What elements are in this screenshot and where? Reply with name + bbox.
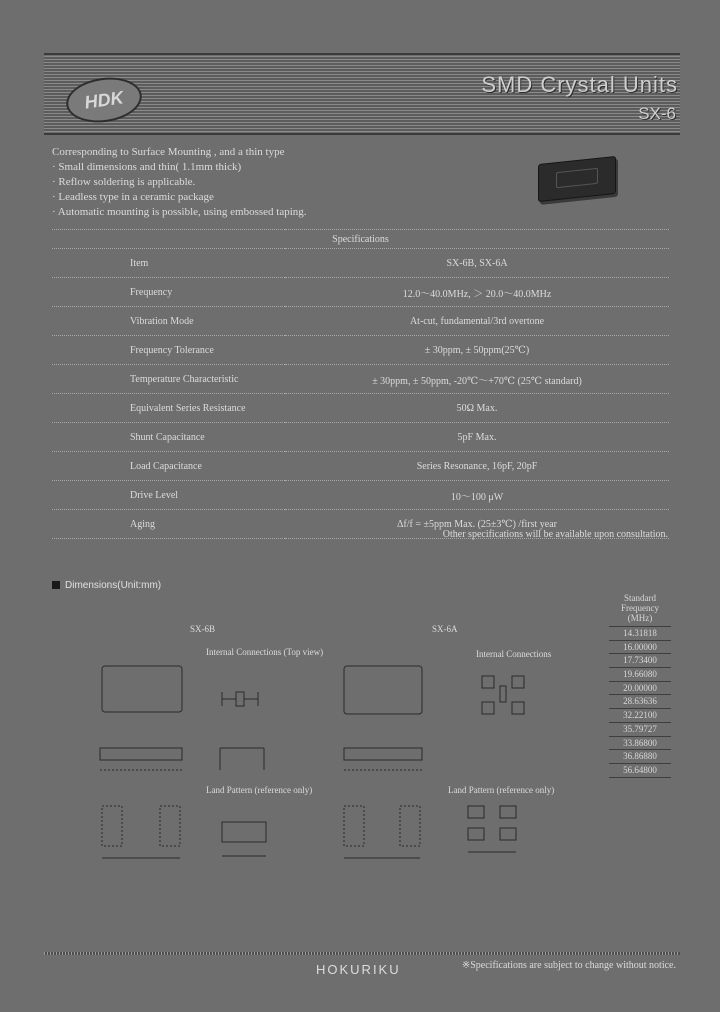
footer-note: ※Specifications are subject to change without notice.	[461, 960, 676, 971]
frequency-list-header: Standard Frequency (MHz)	[609, 590, 671, 627]
list-item: 33.86800	[609, 737, 671, 751]
spec-value: SX-6B, SX-6A	[285, 249, 669, 278]
sx6b-top-view	[102, 666, 182, 712]
footer-logo: HOKURIKU	[316, 962, 401, 977]
spec-label: Aging	[52, 510, 285, 539]
spec-note: Other specifications will be available upon consultation.	[442, 529, 668, 540]
list-item: 16.00000	[609, 641, 671, 655]
list-item: 20.00000	[609, 682, 671, 696]
page-title: SMD Crystal Units	[481, 72, 678, 97]
intro-bullet: · Leadless type in a ceramic package	[52, 191, 214, 203]
internal-connections-top-view-label: Internal Connections (Top view)	[206, 647, 324, 657]
footer-rule	[44, 952, 680, 955]
list-item: 35.79727	[609, 723, 671, 737]
list-item: 28.63636	[609, 695, 671, 709]
spec-value: 50Ω Max.	[285, 394, 669, 423]
land-pattern-right-label: Land Pattern (reference only)	[448, 785, 555, 795]
sx6a-land-pattern	[344, 806, 364, 846]
spec-value: ± 30ppm, ± 50ppm(25℃)	[285, 336, 669, 365]
spec-value: 12.0～40.0MHz, ＞ 20.0～40.0MHz	[285, 278, 669, 307]
sx6b-label: SX-6B	[190, 624, 216, 634]
spec-label: Frequency Tolerance	[52, 336, 285, 365]
spec-value: 5pF Max.	[285, 423, 669, 452]
spec-label: Temperature Characteristic	[52, 365, 285, 394]
internal-connection-symbol-right	[482, 676, 494, 688]
list-item: 17.73400	[609, 654, 671, 668]
spec-value: Δf/f = ±5ppm Max. (25±3℃) /first year	[285, 510, 669, 539]
list-item: 14.31818	[609, 627, 671, 641]
sx6b-side-view	[100, 748, 182, 760]
list-item: 32.22100	[609, 709, 671, 723]
list-item: 36.86880	[609, 750, 671, 764]
model-name: SX-6	[638, 104, 676, 123]
internal-connections-label: Internal Connections	[476, 649, 552, 659]
sx6a-top-view	[344, 666, 422, 714]
company-logo: HDK	[63, 73, 144, 127]
sx6a-side-view	[344, 748, 422, 760]
list-item: 19.66080	[609, 668, 671, 682]
sx6b-land-pattern	[102, 806, 122, 846]
dimensions-title: Dimensions(Unit:mm)	[52, 580, 161, 591]
spec-label: Equivalent Series Resistance	[52, 394, 285, 423]
spec-value: Series Resonance, 16pF, 20pF	[285, 452, 669, 481]
spec-value: At-cut, fundamental/3rd overtone	[285, 307, 669, 336]
intro-lead: Corresponding to Surface Mounting , and a thin type	[52, 146, 285, 158]
spec-label: Frequency	[52, 278, 285, 307]
land-pattern-left-label: Land Pattern (reference only)	[206, 785, 313, 795]
spec-label: Shunt Capacitance	[52, 423, 285, 452]
spec-value: 10～100 μW	[285, 481, 669, 510]
internal-connection-symbol	[236, 692, 244, 706]
spec-label: Load Capacitance	[52, 452, 285, 481]
list-item: 56.64800	[609, 764, 671, 778]
spec-value: ± 30ppm, ± 50ppm, -20℃～+70℃ (25℃ standard)	[285, 365, 669, 394]
spec-label: Vibration Mode	[52, 307, 285, 336]
intro-bullet: · Automatic mounting is possible, using embossed taping.	[52, 206, 307, 218]
intro-bullet: · Reflow soldering is applicable.	[52, 176, 196, 188]
spec-table-title: Specifications	[52, 230, 669, 249]
spec-label: Item	[52, 249, 285, 278]
sx6a-label: SX-6A	[432, 624, 458, 634]
intro-bullet: · Small dimensions and thin( 1.1mm thick)	[52, 161, 242, 173]
spec-label: Drive Level	[52, 481, 285, 510]
